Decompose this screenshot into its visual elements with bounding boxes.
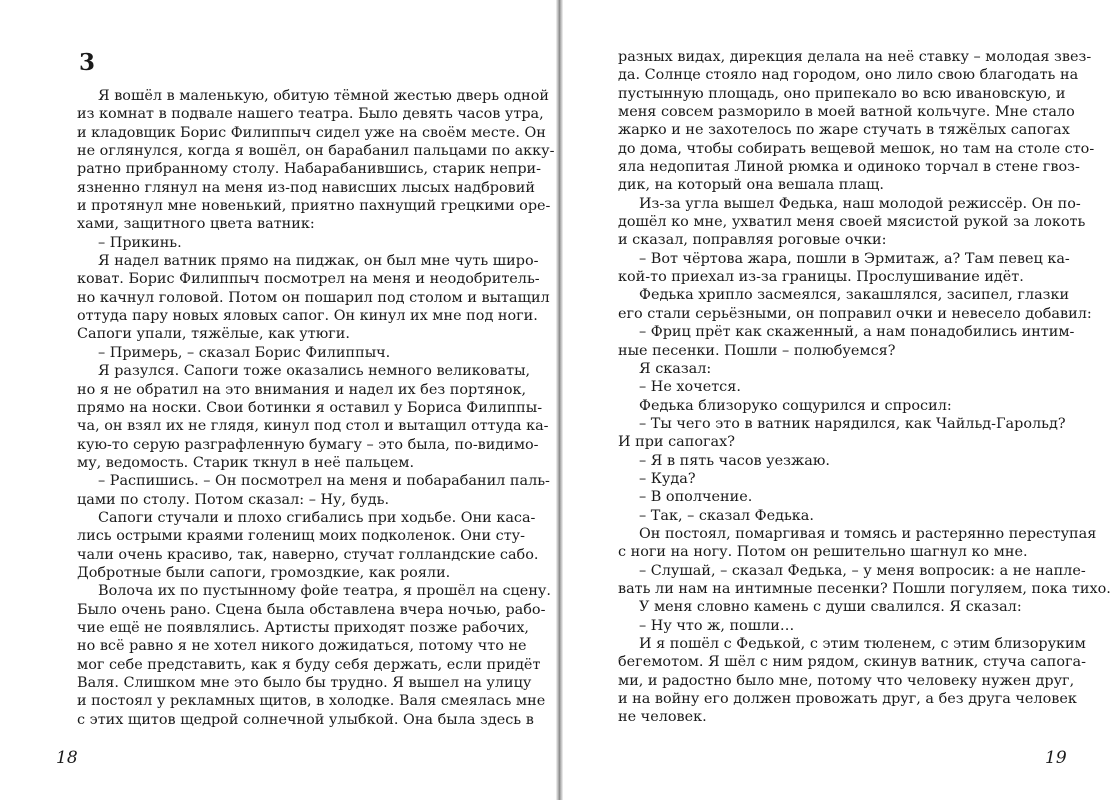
text-line: Волоча их по пустынному фойе театра, я прошёл на сцену.	[98, 583, 551, 600]
text-line: разных видах, дирекция делала на неё ставку – молодая звез-	[618, 49, 1092, 65]
page-number-left: 18	[56, 748, 78, 768]
text-line: – Слушай, – сказал Федька, – у меня вопросик: а не напле-	[639, 562, 1086, 579]
text-line: – В ополчение.	[639, 489, 753, 506]
text-line: – Распишись. – Он посмотрел на меня и побарабанил паль-	[98, 473, 550, 490]
text-line: му, ведомость. Старик ткнул в неё пальцем.	[77, 454, 415, 471]
text-line: – Ну что ж, пошли…	[639, 617, 795, 634]
text-line: чали очень красиво, так, наверно, стучат голландские сабо.	[77, 546, 539, 563]
text-line: мог себе представить, как я буду себя держать, если придёт	[77, 656, 541, 673]
text-line: У меня словно камень с души свалился. Я сказал:	[639, 599, 1022, 616]
text-line: да. Солнце стояло над городом, оно лило свою благодать на	[618, 67, 1079, 84]
text-line: И при сапогах?	[618, 434, 735, 451]
text-line: его стали серьёзными, он поправил очки и невесело добавил:	[618, 305, 1092, 322]
text-line: чие ещё не появлялись. Артисты приходят позже рабочих,	[77, 619, 530, 636]
text-line: коват. Борис Филиппыч посмотрел на меня и неодобритель-	[77, 271, 540, 288]
text-line: оттуда пару новых яловых сапог. Он кинул их мне под ноги.	[77, 308, 538, 325]
text-line: и сказал, поправляя роговые очки:	[618, 232, 887, 249]
text-line: – Вот чёртова жара, пошли в Эрмитаж, а? Там певец ка-	[639, 250, 1070, 267]
text-line: – Я в пять часов уезжаю.	[639, 452, 830, 469]
chapter-number: 3	[79, 49, 96, 76]
right-page	[563, 0, 1119, 800]
text-line: дошёл ко мне, ухватил меня своей мясистой рукой за локоть	[618, 214, 1086, 231]
page-number-right: 19	[1045, 748, 1067, 768]
text-line: кую-то серую разграфленную бумагу – это была, по-видимо-	[77, 436, 539, 453]
text-line: – Фриц прёт как скаженный, а нам понадобились интим-	[639, 324, 1075, 341]
text-line: и на войну его должен провожать друг, а без друга человек	[618, 691, 1077, 708]
text-line: из комнат в подвале нашего театра. Было девять часов утра,	[77, 106, 544, 123]
text-line: и кладовщик Борис Филиппыч сидел уже на своём месте. Он	[77, 124, 546, 141]
text-line: Я надел ватник прямо на пиджак, он был мне чуть широ-	[98, 253, 539, 270]
text-line: но всё равно я не хотел никого дожидаться, потому что не	[77, 638, 527, 655]
text-line: Я вошёл в маленькую, обитую тёмной жестью дверь одной	[98, 88, 549, 104]
book-gutter	[556, 0, 563, 800]
left-page	[0, 0, 556, 800]
text-line: с этих щитов щедрой солнечной улыбкой. Она была здесь в	[77, 711, 534, 728]
text-line: И я пошёл с Федькой, с этим тюленем, с этим близоруким	[639, 636, 1086, 652]
text-line: Сапоги упали, тяжёлые, как утюги.	[77, 326, 350, 343]
text-line: ми, и радостно было мне, потому что человеку нужен друг,	[618, 672, 1075, 689]
text-line: Я разулся. Сапоги тоже оказались немного великоваты,	[98, 363, 531, 380]
text-line: хами, защитного цвета ватник:	[77, 216, 315, 233]
text-line: жарко и не захотелось по жаре стучать в тяжёлых сапогах	[618, 122, 1070, 139]
text-line: дик, на который она вешала плащ.	[618, 177, 885, 194]
text-line: с ноги на ногу. Потом он решительно шагнул ко мне.	[618, 544, 1028, 561]
text-line: язненно глянул на меня из-под нависших лысых надбровий	[77, 179, 535, 196]
text-line: и протянул мне новенький, приятно пахнущий грецкими оре-	[77, 198, 551, 215]
text-line: кой-то приехал из-за границы. Прослушивание идёт.	[618, 269, 1024, 286]
left-text-column	[77, 87, 555, 729]
text-line: Из-за угла вышел Федька, наш молодой режиссёр. Он по-	[639, 195, 1081, 212]
text-line: – Не хочется.	[639, 379, 741, 396]
text-line: прямо на носки. Свои ботинки я оставил у Бориса Филиппы-	[77, 399, 543, 416]
text-line: но качнул головой. Потом он пошарил под столом и вытащил	[77, 289, 550, 306]
text-line: но я не обратил на это внимания и надел их без портянок,	[77, 381, 527, 398]
text-line: – Ты чего это в ватник нарядился, как Чайльд-Гарольд?	[639, 415, 1066, 432]
text-line: Валя. Слишком мне это было бы трудно. Я вышел на улицу	[77, 675, 532, 691]
text-line: ные песенки. Пошли – полюбуемся?	[618, 342, 896, 359]
text-line: – Примерь, – сказал Борис Филиппыч.	[98, 344, 391, 361]
text-line: яла недопитая Линой рюмка и одиноко торчал в стене гвоз-	[618, 159, 1080, 176]
text-line: Федька хрипло засмеялся, закашлялся, засипел, глазки	[639, 287, 1070, 304]
text-line: Было очень рано. Сцена была обставлена вчера ночью, рабо-	[77, 601, 546, 618]
text-line: Добротные были сапоги, громоздкие, как рояли.	[77, 564, 451, 581]
text-line: бегемотом. Я шёл с ним рядом, скинув ватник, стуча сапога-	[618, 654, 1086, 671]
text-line: ча, он взял их не глядя, кинул под стол и вытащил оттуда ка-	[77, 418, 549, 435]
text-line: до дома, чтобы собирать вещевой мешок, но там на столе сто-	[618, 140, 1095, 157]
text-line: цами по столу. Потом сказал: – Ну, будь.	[77, 491, 390, 508]
text-line: лись острыми краями голенищ моих подколенок. Они сту-	[77, 528, 526, 545]
text-line: пустынную площадь, оно припекало во всю ивановскую, и	[618, 85, 1066, 102]
right-text-column	[618, 48, 1111, 727]
text-line: Сапоги стучали и плохо сгибались при ходьбе. Они каса-	[98, 509, 536, 526]
text-line: Он постоял, помаргивая и томясь и растерянно переступая	[639, 525, 1097, 542]
text-line: вать ли нам на интимные песенки? Пошли погуляем, пока тихо.	[618, 580, 1111, 597]
text-line: меня совсем разморило в моей ватной кольчуге. Мне стало	[618, 104, 1075, 121]
text-line: и постоял у рекламных щитов, в холодке. Валя смеялась мне	[77, 693, 546, 710]
text-line: Федька близоруко сощурился и спросил:	[639, 397, 952, 414]
text-line: не человек.	[618, 709, 707, 726]
text-line: ратно прибранному столу. Набарабанившись, старик непри-	[77, 161, 541, 178]
text-line: – Так, – сказал Федька.	[639, 507, 814, 524]
text-line: – Прикинь.	[98, 234, 182, 251]
text-line: Я сказал:	[639, 360, 712, 377]
text-line: – Куда?	[639, 470, 696, 487]
text-line: не оглянулся, когда я вошёл, он барабанил пальцами по акку-	[77, 143, 555, 160]
